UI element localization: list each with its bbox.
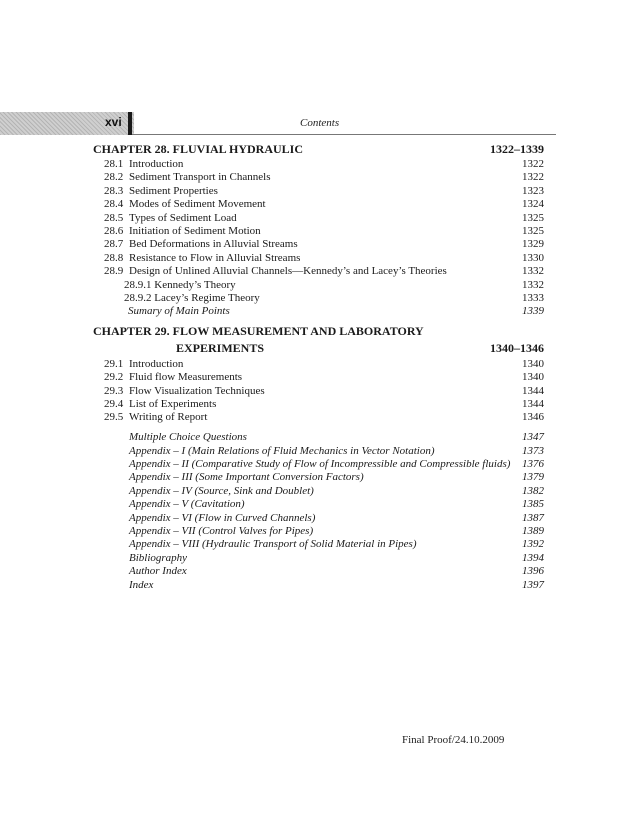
page-ref: 1387 (522, 512, 544, 524)
header-divider (128, 112, 132, 135)
back-matter-item (0, 524, 638, 538)
section-title: Types of Sediment Load (129, 212, 237, 224)
page-ref: 1389 (522, 525, 544, 537)
section-number: 29.5 (104, 411, 124, 423)
back-matter-item (0, 484, 638, 498)
back-matter-title: Appendix – V (Cavitation) (129, 498, 245, 510)
toc-entry (0, 170, 638, 184)
chapter-title: CHAPTER 28. FLUVIAL HYDRAULIC (93, 142, 304, 156)
toc-entry (0, 157, 638, 171)
toc-entry (0, 410, 638, 424)
toc-entry (0, 224, 638, 238)
section-title: Initiation of Sediment Motion (129, 225, 261, 237)
section-title: Fluid flow Measurements (129, 371, 243, 383)
toc-entry (0, 197, 638, 211)
section-number: 28.7 (104, 238, 124, 250)
back-matter-title: Multiple Choice Questions (129, 431, 247, 443)
toc-entry (0, 184, 638, 198)
section-title: Introduction (129, 158, 184, 170)
toc-entry (0, 211, 638, 225)
back-matter-title: Appendix – VIII (Hydraulic Transport of Solid Material in Pipes) (129, 538, 417, 550)
toc-entry (0, 397, 638, 411)
section-number: 28.3 (104, 185, 124, 197)
page-ref: 1330 (522, 252, 544, 264)
back-matter-title: Appendix – VII (Control Valves for Pipes) (129, 525, 314, 537)
page-ref: 1322 (522, 158, 544, 170)
back-matter-item (0, 578, 638, 592)
page-ref: 1344 (522, 385, 544, 397)
summary-title: Sumary of Main Points (128, 305, 230, 317)
chapter-page-range: 1322–1339 (490, 142, 544, 156)
section-number: 29.3 (104, 385, 124, 397)
page-ref: 1347 (522, 431, 544, 443)
page-ref: 1344 (522, 398, 544, 410)
chapter-29-heading (0, 324, 638, 338)
page-ref: 1332 (522, 279, 544, 291)
toc-entry (0, 237, 638, 251)
section-number: 28.8 (104, 252, 124, 264)
section-title: Writing of Report (129, 411, 208, 423)
page-ref: 1382 (522, 485, 544, 497)
page-ref: 1325 (522, 225, 544, 237)
chapter-title-continued: EXPERIMENTS (176, 341, 265, 355)
back-matter-title: Author Index (129, 565, 187, 577)
running-head: Contents (300, 117, 340, 129)
subsection-title: 28.9.1 Kennedy’s Theory (124, 279, 236, 291)
page-ref: 1340 (522, 371, 544, 383)
back-matter-item (0, 470, 638, 484)
section-number: 28.4 (104, 198, 124, 210)
back-matter-item (0, 444, 638, 458)
page-ref: 1346 (522, 411, 544, 423)
page-ref: 1339 (522, 305, 544, 317)
toc-summary (0, 304, 638, 318)
back-matter-title: Appendix – VI (Flow in Curved Channels) (129, 512, 316, 524)
section-title: Modes of Sediment Movement (129, 198, 266, 210)
page-ref: 1385 (522, 498, 544, 510)
page-number: xvi (105, 115, 122, 129)
page-ref: 1329 (522, 238, 544, 250)
section-title: Flow Visualization Techniques (129, 385, 265, 397)
section-title: Resistance to Flow in Alluvial Streams (129, 252, 301, 264)
back-matter-title: Index (129, 579, 154, 591)
toc-subentry (0, 291, 638, 305)
header-rule (132, 134, 556, 135)
section-number: 28.5 (104, 212, 124, 224)
section-number: 28.9 (104, 265, 124, 277)
back-matter-title: Bibliography (129, 552, 188, 564)
page-ref: 1324 (522, 198, 544, 210)
page-ref: 1333 (522, 292, 544, 304)
page-ref: 1392 (522, 538, 544, 550)
back-matter-item (0, 511, 638, 525)
section-title: Sediment Properties (129, 185, 218, 197)
toc-entry (0, 357, 638, 371)
back-matter-item (0, 564, 638, 578)
section-number: 29.1 (104, 358, 124, 370)
back-matter-title: Appendix – III (Some Important Conversion Factors) (129, 471, 364, 483)
page-ref: 1323 (522, 185, 544, 197)
page-ref: 1397 (522, 579, 544, 591)
page-ref: 1322 (522, 171, 544, 183)
section-number: 28.2 (104, 171, 124, 183)
toc-entry (0, 251, 638, 265)
back-matter-title: Appendix – II (Comparative Study of Flow of Incompressible and Compressible fluids) (129, 458, 511, 470)
chapter-28-heading (0, 142, 638, 156)
section-number: 28.1 (104, 158, 124, 170)
section-number: 28.6 (104, 225, 124, 237)
page-ref: 1376 (522, 458, 544, 470)
page-ref: 1325 (522, 212, 544, 224)
back-matter-item (0, 457, 638, 471)
section-title: Introduction (129, 358, 184, 370)
page-ref: 1340 (522, 358, 544, 370)
back-matter-title: Appendix – IV (Source, Sink and Doublet) (129, 485, 314, 497)
back-matter-item (0, 497, 638, 511)
toc-entry (0, 370, 638, 384)
back-matter-item (0, 551, 638, 565)
toc-entry (0, 384, 638, 398)
section-title: Sediment Transport in Channels (129, 171, 271, 183)
toc-subentry (0, 278, 638, 292)
proof-footer: Final Proof/24.10.2009 (402, 734, 505, 746)
toc-entry (0, 264, 638, 278)
page-ref: 1373 (522, 445, 544, 457)
chapter-title: CHAPTER 29. FLOW MEASUREMENT AND LABORATORY (93, 324, 424, 338)
section-number: 29.2 (104, 371, 124, 383)
section-number: 29.4 (104, 398, 124, 410)
subsection-title: 28.9.2 Lacey’s Regime Theory (124, 292, 260, 304)
page-ref: 1394 (522, 552, 544, 564)
chapter-29-heading-line2 (0, 341, 638, 355)
page-ref: 1332 (522, 265, 544, 277)
page-ref: 1379 (522, 471, 544, 483)
back-matter-item (0, 430, 638, 444)
chapter-page-range: 1340–1346 (490, 341, 544, 355)
back-matter-item (0, 537, 638, 551)
section-title: List of Experiments (129, 398, 217, 410)
back-matter-title: Appendix – I (Main Relations of Fluid Mechanics in Vector Notation) (129, 445, 435, 457)
page-ref: 1396 (522, 565, 544, 577)
section-title: Bed Deformations in Alluvial Streams (129, 238, 298, 250)
section-title: Design of Unlined Alluvial Channels—Kennedy’s and Lacey’s Theories (129, 265, 447, 277)
